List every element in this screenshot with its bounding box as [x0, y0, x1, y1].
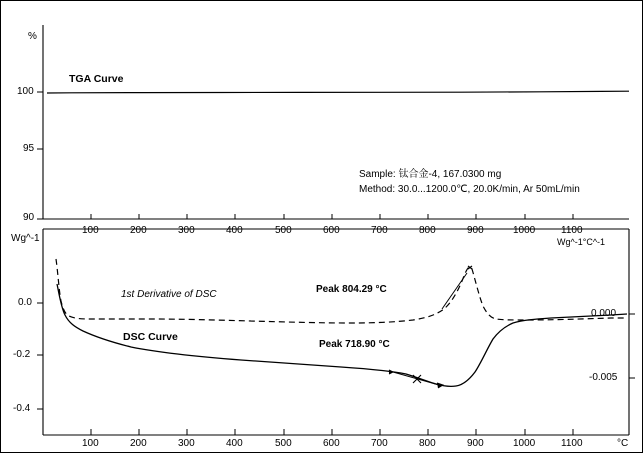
peak-marker-dsc: [389, 370, 443, 388]
dsc-xtick-200: 200: [130, 438, 147, 449]
tga-curve-label: TGA Curve: [69, 73, 124, 85]
dsc-y-unit: Wg^-1: [11, 233, 40, 244]
tga-xtick-1100: 1100: [561, 225, 583, 236]
derivative-curve-label: 1st Derivative of DSC: [121, 289, 217, 300]
tga-ytick-95: 95: [23, 143, 35, 154]
peak-marker-derivative: [442, 266, 472, 309]
tga-xtick-1000: 1000: [513, 225, 536, 236]
tga-xtick-100: 100: [82, 225, 99, 236]
tga-xtick-400: 400: [226, 225, 243, 236]
tga-xtick-500: 500: [275, 225, 292, 236]
x-axis-unit: °C: [617, 438, 629, 449]
dsc-ytick-right-0: 0.000: [591, 308, 617, 319]
tga-y-unit: %: [28, 31, 37, 42]
dsc-xtick-1100: 1100: [561, 438, 583, 449]
dsc-xtick-300: 300: [178, 438, 195, 449]
tga-xtick-600: 600: [323, 225, 340, 236]
dsc-xtick-600: 600: [323, 438, 340, 449]
tga-xtick-200: 200: [130, 225, 147, 236]
dsc-ytick-0: 0.0: [18, 297, 32, 308]
dsc-xtick-400: 400: [226, 438, 243, 449]
method-info: Method: 30.0...1200.0℃, 20.0K/min, Ar 50mL/min: [359, 184, 580, 195]
peak-label-dsc: Peak 718.90 °C: [319, 339, 390, 350]
dsc-xtick-1000: 1000: [513, 438, 536, 449]
tga-xtick-700: 700: [371, 225, 388, 236]
tga-curve-line: [47, 91, 629, 93]
dsc-xtick-700: 700: [371, 438, 388, 449]
dsc-xtick-500: 500: [275, 438, 292, 449]
dsc-xtick-800: 800: [419, 438, 436, 449]
peak-label-derivative: Peak 804.29 °C: [316, 284, 387, 295]
dsc-ytick-neg02: -0.2: [13, 349, 31, 360]
dsc-xtick-100: 100: [82, 438, 99, 449]
sample-info: Sample: 钛合金-4, 167.0300 mg: [359, 169, 502, 180]
tga-ytick-90: 90: [23, 212, 35, 223]
tga-xtick-300: 300: [178, 225, 195, 236]
tga-xtick-900: 900: [467, 225, 484, 236]
tga-ytick-100: 100: [17, 86, 34, 97]
dsc-xtick-900: 900: [467, 438, 484, 449]
dsc-ytick-neg04: -0.4: [13, 403, 31, 414]
tga-xtick-800: 800: [419, 225, 436, 236]
dsc-y-unit-right: Wg^-1°C^-1: [557, 237, 606, 247]
dsc-ytick-right-neg0005: -0.005: [589, 372, 618, 383]
dsc-curve-label: DSC Curve: [123, 331, 178, 343]
